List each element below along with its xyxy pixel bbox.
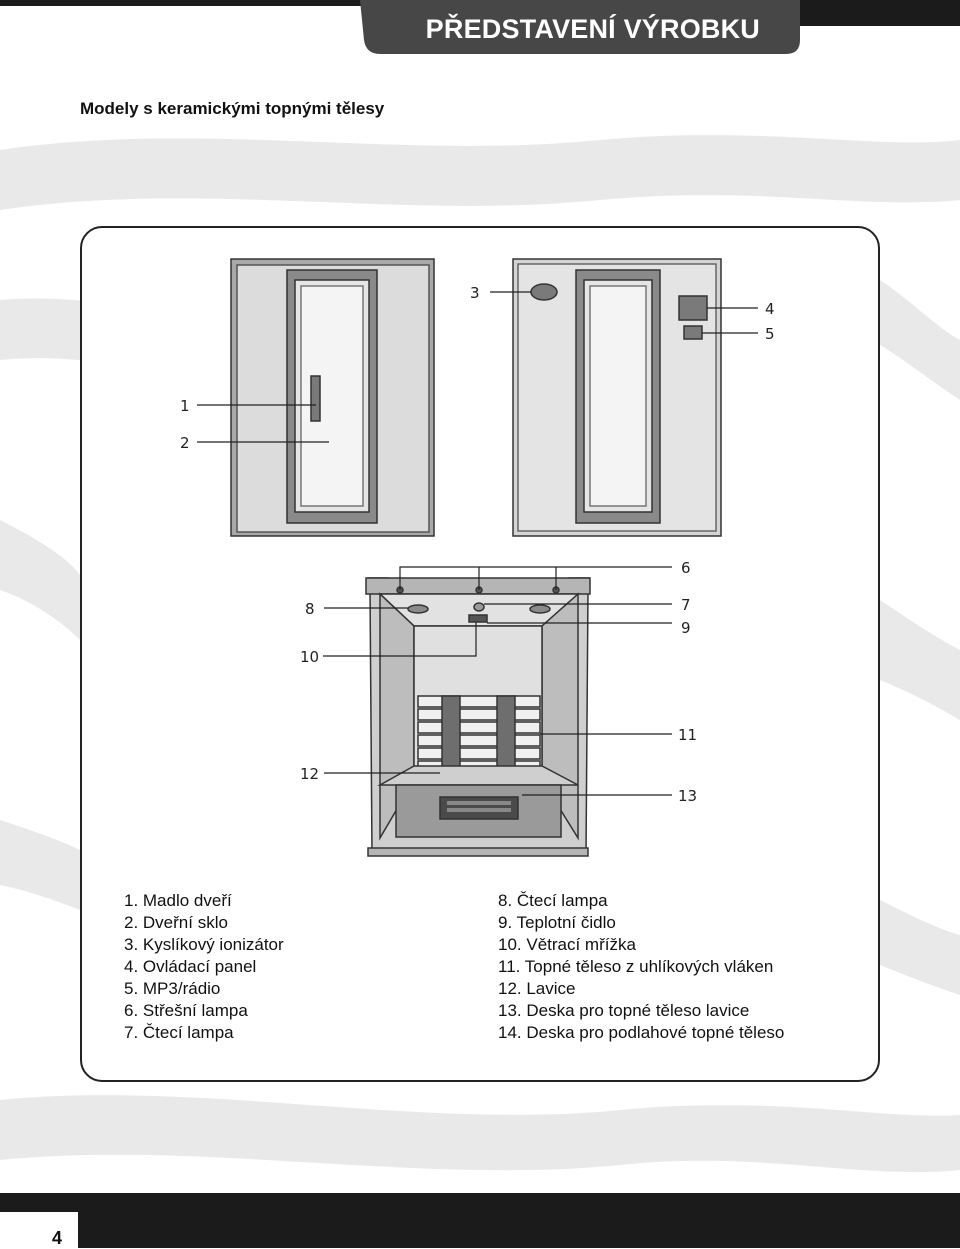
callout-11: 11: [678, 726, 698, 744]
callout-2: 2: [180, 434, 190, 452]
legend-left: [124, 890, 284, 1044]
section-subtitle: Modely s keramickými topnými tělesy: [80, 99, 385, 118]
legend-item: 2. Dveřní sklo: [124, 913, 228, 932]
legend-item: 14. Deska pro podlahové topné těleso: [498, 1023, 785, 1042]
page-number-tab: [0, 1212, 78, 1248]
legend-item: 4. Ovládací panel: [124, 957, 257, 976]
callout-10: 10: [300, 648, 320, 666]
callout-8: 8: [305, 600, 315, 618]
legend-item: 12. Lavice: [498, 979, 576, 998]
callout-5: 5: [765, 325, 775, 343]
callout-12: 12: [300, 765, 320, 783]
callout-1: 1: [180, 397, 190, 415]
interior-view: [366, 578, 590, 856]
front-view: [231, 259, 434, 536]
legend-item: 9. Teplotní čidlo: [498, 913, 616, 932]
legend-item: 7. Čtecí lampa: [124, 1023, 234, 1042]
callout-3: 3: [470, 284, 480, 302]
legend-item: 11. Topné těleso z uhlíkových vláken: [498, 957, 774, 976]
callout-13: 13: [678, 787, 698, 805]
callout-9: 9: [681, 619, 691, 637]
legend-item: 13. Deska pro topné těleso lavice: [498, 1001, 750, 1020]
legend-item: 3. Kyslíkový ionizátor: [124, 935, 284, 954]
footer-bar: [0, 1193, 960, 1248]
legend-item: 1. Madlo dveří: [124, 891, 232, 910]
legend-item: 10. Větrací mřížka: [498, 935, 636, 954]
side-view: [513, 259, 721, 536]
legend-item: 5. MP3/rádio: [124, 979, 221, 998]
legend-item: 6. Střešní lampa: [124, 1001, 248, 1020]
callout-7: 7: [681, 596, 691, 614]
callout-4: 4: [765, 300, 775, 318]
legend-right: [498, 890, 784, 1044]
page-title: PŘEDSTAVENÍ VÝROBKU: [425, 14, 760, 44]
callout-6: 6: [681, 559, 691, 577]
legend-item: 8. Čtecí lampa: [498, 891, 608, 910]
page-number: 4: [52, 1228, 63, 1248]
